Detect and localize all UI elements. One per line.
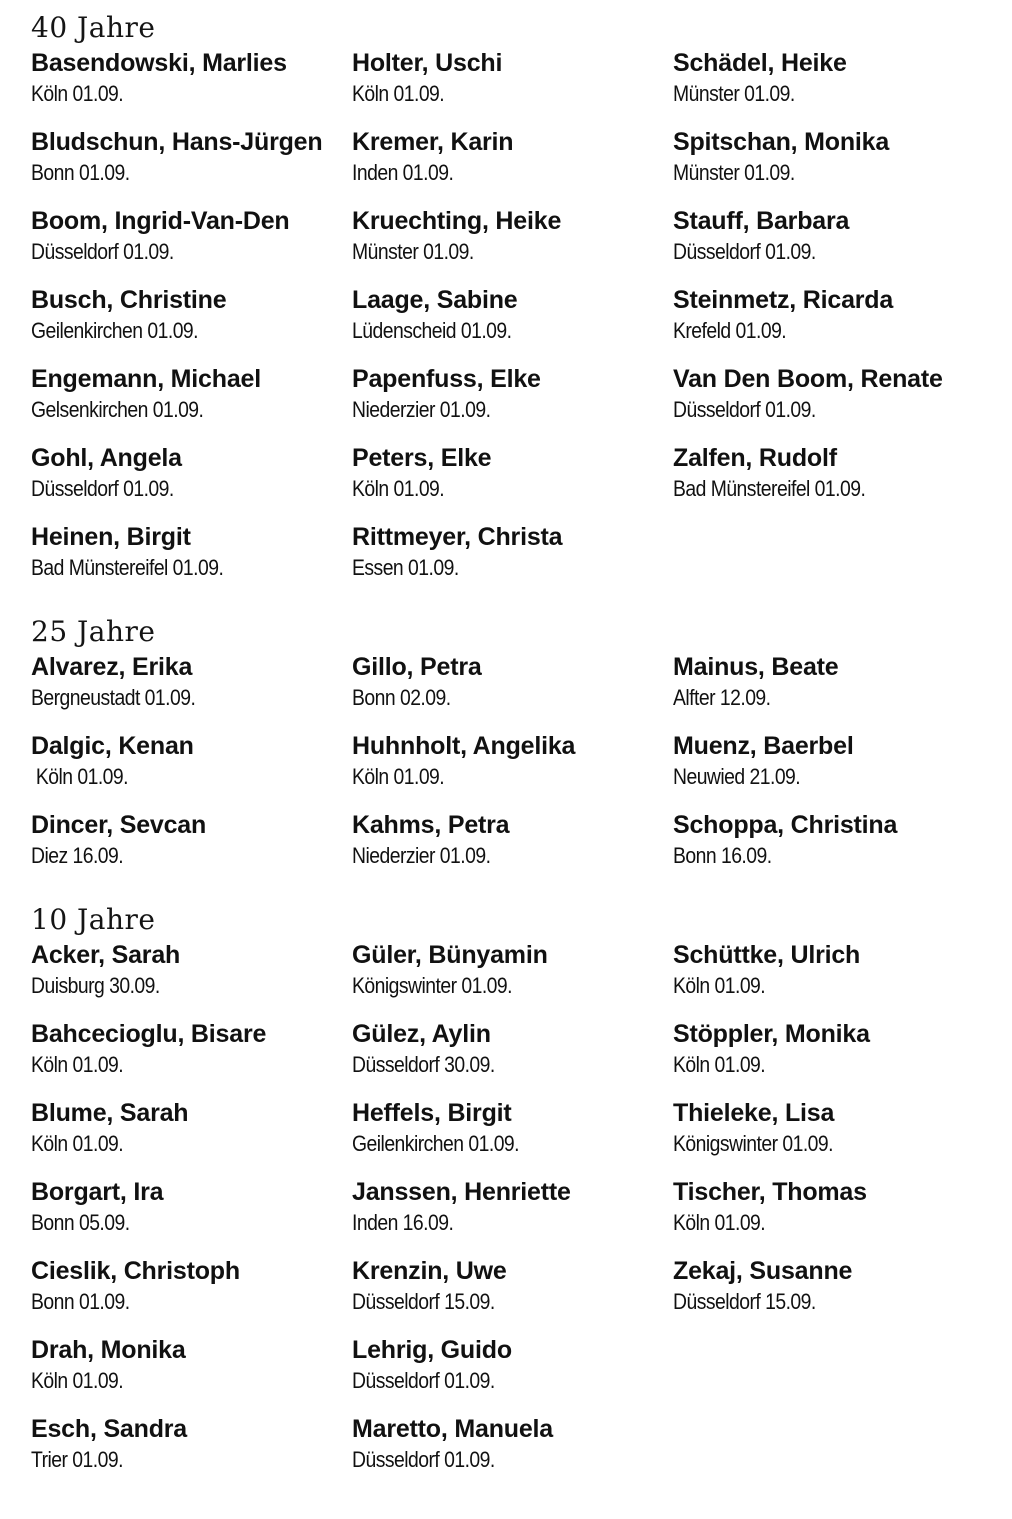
person-name: Engemann, Michael bbox=[31, 365, 261, 393]
person-name: Mainus, Beate bbox=[673, 653, 839, 681]
person-name: Janssen, Henriette bbox=[352, 1178, 571, 1206]
person-name: Rittmeyer, Christa bbox=[352, 523, 563, 551]
location-date: Bad Münstereifel 01.09. bbox=[673, 476, 866, 501]
location-date: Bonn 16.09. bbox=[673, 843, 772, 868]
person-name: Maretto, Manuela bbox=[352, 1415, 553, 1443]
location-date: Neuwied 21.09. bbox=[673, 764, 801, 789]
list-item bbox=[352, 443, 673, 522]
location-date: Krefeld 01.09. bbox=[673, 318, 787, 343]
location-date: Düsseldorf 01.09. bbox=[31, 476, 174, 501]
list-item bbox=[352, 1414, 673, 1493]
location-date: Köln 01.09. bbox=[352, 81, 445, 106]
section-title: 40 Jahre bbox=[31, 11, 156, 44]
section-spacer bbox=[31, 601, 991, 612]
entry-grid bbox=[31, 652, 991, 889]
person-name: Boom, Ingrid-Van-Den bbox=[31, 207, 290, 235]
list-item bbox=[673, 731, 991, 810]
list-item bbox=[31, 652, 352, 731]
person-name: Muenz, Baerbel bbox=[673, 732, 854, 760]
location-date: Köln 01.09. bbox=[31, 1368, 124, 1393]
person-name: Alvarez, Erika bbox=[31, 653, 193, 681]
location-date: Duisburg 30.09. bbox=[31, 973, 160, 998]
location-date: Gelsenkirchen 01.09. bbox=[31, 397, 204, 422]
list-item bbox=[352, 1335, 673, 1414]
person-name: Dalgic, Kenan bbox=[31, 732, 194, 760]
list-item bbox=[31, 443, 352, 522]
list-item bbox=[673, 285, 991, 364]
person-name: Papenfuss, Elke bbox=[352, 365, 541, 393]
list-item bbox=[352, 127, 673, 206]
list-item bbox=[673, 1019, 991, 1098]
person-name: Stöppler, Monika bbox=[673, 1020, 870, 1048]
location-date: Köln 01.09. bbox=[673, 1210, 766, 1235]
location-date: Diez 16.09. bbox=[31, 843, 124, 868]
location-date: Düsseldorf 01.09. bbox=[352, 1447, 495, 1472]
person-name: Heinen, Birgit bbox=[31, 523, 191, 551]
list-item bbox=[352, 940, 673, 1019]
anniversary-list bbox=[31, 8, 991, 1493]
list-item bbox=[31, 1098, 352, 1177]
location-date: Inden 16.09. bbox=[352, 1210, 454, 1235]
person-name: Kruechting, Heike bbox=[352, 207, 562, 235]
location-date: Düsseldorf 01.09. bbox=[352, 1368, 495, 1393]
person-name: Schoppa, Christina bbox=[673, 811, 898, 839]
person-name: Esch, Sandra bbox=[31, 1415, 187, 1443]
location-date: Düsseldorf 01.09. bbox=[673, 397, 816, 422]
list-item bbox=[673, 364, 991, 443]
list-item bbox=[31, 522, 352, 601]
location-date: Königswinter 01.09. bbox=[673, 1131, 834, 1156]
location-date: Bad Münstereifel 01.09. bbox=[31, 555, 224, 580]
person-name: Drah, Monika bbox=[31, 1336, 186, 1364]
location-date: Düsseldorf 30.09. bbox=[352, 1052, 495, 1077]
location-date: Köln 01.09. bbox=[31, 1131, 124, 1156]
location-date: Düsseldorf 15.09. bbox=[673, 1289, 816, 1314]
list-item bbox=[352, 1019, 673, 1098]
list-item bbox=[673, 1256, 991, 1335]
list-item bbox=[352, 285, 673, 364]
list-item bbox=[352, 206, 673, 285]
location-date: Köln 01.09. bbox=[31, 1052, 124, 1077]
location-date: Bonn 05.09. bbox=[31, 1210, 130, 1235]
list-item bbox=[31, 206, 352, 285]
person-name: Borgart, Ira bbox=[31, 1178, 164, 1206]
list-item bbox=[352, 522, 673, 601]
list-item bbox=[31, 48, 352, 127]
person-name: Steinmetz, Ricarda bbox=[673, 286, 894, 314]
list-item bbox=[352, 364, 673, 443]
list-item bbox=[31, 940, 352, 1019]
section-title: 25 Jahre bbox=[31, 615, 156, 648]
location-date: Geilenkirchen 01.09. bbox=[31, 318, 199, 343]
list-item bbox=[31, 1335, 352, 1414]
person-name: Gillo, Petra bbox=[352, 653, 482, 681]
location-date: Köln 01.09. bbox=[673, 973, 766, 998]
person-name: Van Den Boom, Renate bbox=[673, 365, 943, 393]
list-item bbox=[31, 364, 352, 443]
section-spacer bbox=[31, 889, 991, 900]
location-date: Köln 01.09. bbox=[31, 81, 124, 106]
location-date: Münster 01.09. bbox=[673, 81, 795, 106]
list-item bbox=[31, 127, 352, 206]
list-item bbox=[31, 731, 352, 810]
list-item bbox=[673, 206, 991, 285]
person-name: Kremer, Karin bbox=[352, 128, 514, 156]
list-item bbox=[352, 731, 673, 810]
person-name: Acker, Sarah bbox=[31, 941, 181, 969]
person-name: Huhnholt, Angelika bbox=[352, 732, 576, 760]
location-date: Köln 01.09. bbox=[352, 764, 445, 789]
location-date: Geilenkirchen 01.09. bbox=[352, 1131, 520, 1156]
location-date: Düsseldorf 01.09. bbox=[673, 239, 816, 264]
list-item bbox=[352, 48, 673, 127]
list-item bbox=[673, 652, 991, 731]
person-name: Krenzin, Uwe bbox=[352, 1257, 507, 1285]
location-date: Königswinter 01.09. bbox=[352, 973, 513, 998]
person-name: Busch, Christine bbox=[31, 286, 227, 314]
location-date: Niederzier 01.09. bbox=[352, 843, 491, 868]
list-item bbox=[31, 285, 352, 364]
person-name: Thieleke, Lisa bbox=[673, 1099, 835, 1127]
location-date: Niederzier 01.09. bbox=[352, 397, 491, 422]
person-name: Gohl, Angela bbox=[31, 444, 182, 472]
list-item bbox=[31, 1019, 352, 1098]
location-date: Bonn 01.09. bbox=[31, 160, 130, 185]
empty-cell bbox=[673, 1335, 991, 1414]
list-item bbox=[31, 1256, 352, 1335]
section-40-jahre bbox=[31, 8, 991, 601]
person-name: Laage, Sabine bbox=[352, 286, 518, 314]
person-name: Basendowski, Marlies bbox=[31, 49, 287, 77]
list-item bbox=[31, 810, 352, 889]
location-date: Lüdenscheid 01.09. bbox=[352, 318, 512, 343]
list-item bbox=[352, 1256, 673, 1335]
person-name: Blume, Sarah bbox=[31, 1099, 189, 1127]
section-25-jahre bbox=[31, 612, 991, 889]
list-item bbox=[673, 443, 991, 522]
location-date: Münster 01.09. bbox=[352, 239, 474, 264]
person-name: Cieslik, Christoph bbox=[31, 1257, 240, 1285]
location-date: Bonn 02.09. bbox=[352, 685, 451, 710]
person-name: Schädel, Heike bbox=[673, 49, 847, 77]
person-name: Tischer, Thomas bbox=[673, 1178, 867, 1206]
person-name: Zekaj, Susanne bbox=[673, 1257, 853, 1285]
location-date: Düsseldorf 01.09. bbox=[31, 239, 174, 264]
list-item bbox=[673, 810, 991, 889]
person-name: Lehrig, Guido bbox=[352, 1336, 512, 1364]
location-date: Düsseldorf 15.09. bbox=[352, 1289, 495, 1314]
entry-grid bbox=[31, 48, 991, 601]
person-name: Zalfen, Rudolf bbox=[673, 444, 837, 472]
list-item bbox=[31, 1177, 352, 1256]
person-name: Peters, Elke bbox=[352, 444, 492, 472]
location-date: Alfter 12.09. bbox=[673, 685, 771, 710]
entry-grid bbox=[31, 940, 991, 1493]
person-name: Dincer, Sevcan bbox=[31, 811, 207, 839]
location-date: Inden 01.09. bbox=[352, 160, 454, 185]
empty-cell bbox=[673, 522, 991, 601]
list-item bbox=[31, 1414, 352, 1493]
person-name: Gülez, Aylin bbox=[352, 1020, 491, 1048]
person-name: Bludschun, Hans-Jürgen bbox=[31, 128, 323, 156]
person-name: Schüttke, Ulrich bbox=[673, 941, 861, 969]
location-date: Essen 01.09. bbox=[352, 555, 459, 580]
location-date: Köln 01.09. bbox=[352, 476, 445, 501]
location-date: Köln 01.09. bbox=[673, 1052, 766, 1077]
list-item bbox=[673, 1098, 991, 1177]
list-item bbox=[352, 1177, 673, 1256]
person-name: Kahms, Petra bbox=[352, 811, 510, 839]
list-item bbox=[352, 652, 673, 731]
list-item bbox=[352, 1098, 673, 1177]
location-date: Münster 01.09. bbox=[673, 160, 795, 185]
section-10-jahre bbox=[31, 900, 991, 1493]
person-name: Güler, Bünyamin bbox=[352, 941, 548, 969]
person-name: Heffels, Birgit bbox=[352, 1099, 512, 1127]
list-item bbox=[673, 127, 991, 206]
location-date: Bergneustadt 01.09. bbox=[31, 685, 196, 710]
location-date: Köln 01.09. bbox=[31, 764, 129, 789]
location-date: Bonn 01.09. bbox=[31, 1289, 130, 1314]
person-name: Spitschan, Monika bbox=[673, 128, 890, 156]
empty-cell bbox=[673, 1414, 991, 1493]
person-name: Bahcecioglu, Bisare bbox=[31, 1020, 267, 1048]
location-date: Trier 01.09. bbox=[31, 1447, 123, 1472]
list-item bbox=[673, 48, 991, 127]
person-name: Stauff, Barbara bbox=[673, 207, 850, 235]
list-item bbox=[673, 940, 991, 1019]
list-item bbox=[352, 810, 673, 889]
section-title: 10 Jahre bbox=[31, 903, 156, 936]
list-item bbox=[673, 1177, 991, 1256]
person-name: Holter, Uschi bbox=[352, 49, 503, 77]
